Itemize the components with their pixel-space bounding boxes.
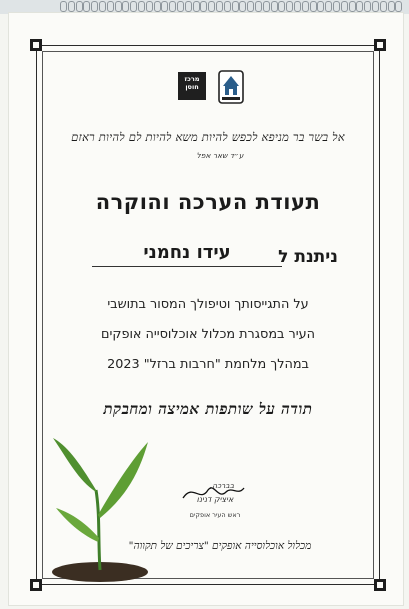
binding-coil (317, 1, 324, 12)
frame-corner-bottom-right (374, 579, 386, 591)
given-to-label: ניתנת ל (278, 247, 338, 267)
sprout-plant-icon (48, 420, 158, 585)
binding-coil (169, 1, 176, 12)
regards: בברכה, (209, 481, 235, 490)
motto-author: ע״ד שאר אפל (196, 151, 244, 160)
binding-coil (364, 1, 371, 12)
binding-coil (302, 1, 309, 12)
certificate-title: תעודת הערכה והוקרה (95, 190, 321, 214)
binding-coil (255, 1, 262, 12)
binding-coil (216, 1, 223, 12)
binding-coil (380, 1, 387, 12)
body-line-1: על התגייסותך וטיפולך המסור בתושבי (107, 297, 309, 312)
binding-coil (130, 1, 137, 12)
binding-coil (122, 1, 129, 12)
binding-coil (395, 1, 402, 12)
binding-coil (263, 1, 270, 12)
binding-coil (68, 1, 75, 12)
binding-coil (333, 1, 340, 12)
binding-coil (146, 1, 153, 12)
binding-coil (138, 1, 145, 12)
binding-coil (325, 1, 332, 12)
motto: אל בשר בר מניפא לכפש להיות משא להיות לם להיות ראזם (71, 130, 345, 144)
binding-coil (349, 1, 356, 12)
binding-coil (294, 1, 301, 12)
binding-coil (356, 1, 363, 12)
binding-coil (107, 1, 114, 12)
signer-title: ראש העיר אופקים (189, 511, 241, 519)
thanks-message: תודה על שותפות אמיצה ומחבקת (103, 400, 313, 418)
binding-coil (83, 1, 90, 12)
binding-coil (193, 1, 200, 12)
binding-coil (76, 1, 83, 12)
binding-coil (247, 1, 254, 12)
logos (178, 70, 250, 106)
binding-coil (278, 1, 285, 12)
signer-name: איציק דנינו (196, 495, 234, 504)
binding-coil (161, 1, 168, 12)
frame-corner-top-right (374, 39, 386, 51)
frame-corner-bottom-left (30, 579, 42, 591)
binding-coil (60, 1, 67, 12)
binding-coil (271, 1, 278, 12)
binding-coil (286, 1, 293, 12)
binding-coil (185, 1, 192, 12)
city-emblem-icon (218, 70, 244, 104)
binding-coil (177, 1, 184, 12)
binding-coil (372, 1, 379, 12)
binding-coil (99, 1, 106, 12)
frame-corner-top-left (30, 39, 42, 51)
resilience-center-logo (178, 72, 206, 100)
body-line-3: במהלך מלחמת "חרבות ברזל" 2023 (107, 357, 309, 372)
binding-coil (310, 1, 317, 12)
binding-coil (208, 1, 215, 12)
binding-coil (224, 1, 231, 12)
body-line-2: העיר במסגרת מכלול אוכלוסייה אופקים (101, 327, 315, 342)
binding-coil (200, 1, 207, 12)
footer-slogan: מכלול אוכלוסייה אופקים "צריכים של תקווה" (128, 540, 312, 552)
binding-coil (232, 1, 239, 12)
binding-coil (154, 1, 161, 12)
recipient-name: עידו נחמני (92, 242, 282, 267)
binding-coil (239, 1, 246, 12)
binding-coil (388, 1, 395, 12)
binding-coil (115, 1, 122, 12)
binding-coil (91, 1, 98, 12)
resilience-center-logo-text: מרכז חוסן (184, 75, 200, 91)
binding-coil (341, 1, 348, 12)
